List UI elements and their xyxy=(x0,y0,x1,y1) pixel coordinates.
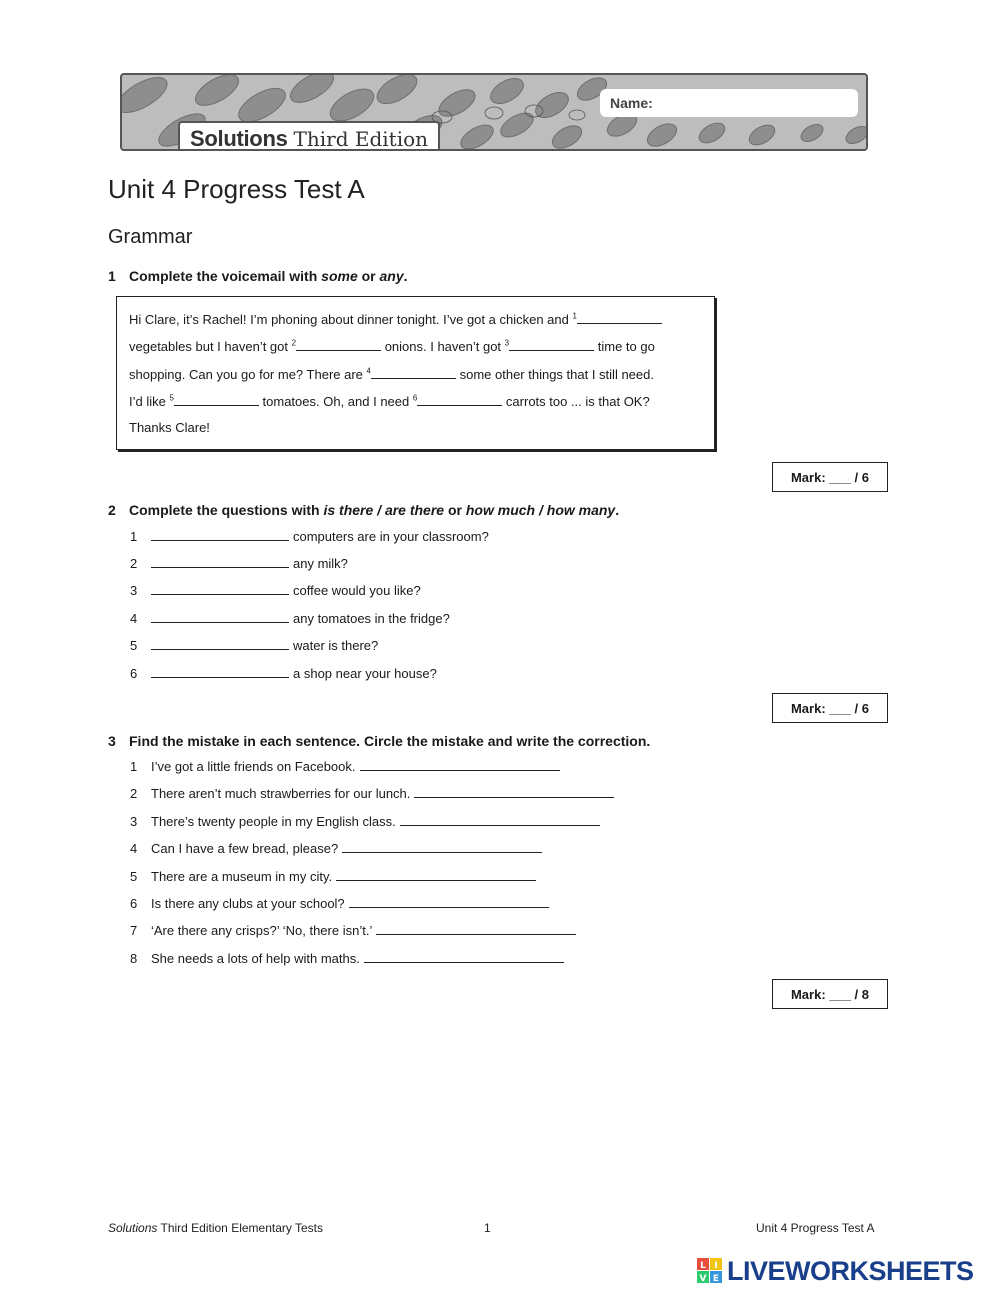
q2-answer-6[interactable] xyxy=(151,665,289,678)
q1-number: 1 xyxy=(108,268,116,284)
item-number: 8 xyxy=(130,951,138,966)
q1-heading-mid: or xyxy=(357,268,380,284)
item-number: 2 xyxy=(130,556,138,571)
gap-1-input[interactable] xyxy=(577,311,662,324)
item-text[interactable]: She needs a lots of help with maths. xyxy=(151,951,360,966)
q3-item xyxy=(130,922,576,938)
item-text: any tomatoes in the fridge? xyxy=(293,611,450,626)
gap-number: 4 xyxy=(366,366,371,376)
q2-answer-5[interactable] xyxy=(151,637,289,650)
item-number: 6 xyxy=(130,666,138,681)
brand-title xyxy=(178,121,440,151)
q1-heading-post: . xyxy=(403,268,408,284)
q1-heading-em2: any xyxy=(379,268,404,284)
gap-4-input[interactable] xyxy=(371,366,456,379)
q2-heading-mid: or xyxy=(444,502,466,518)
gap-number: 1 xyxy=(572,311,577,321)
footer-left-em: Solutions xyxy=(108,1221,158,1235)
q2-answer-3[interactable] xyxy=(151,582,289,595)
voicemail-text: Hi Clare, it’s Rachel! I’m phoning about dinner tonight. I’ve got a chicken and xyxy=(129,312,573,327)
q1-heading-text: Complete the voicemail with xyxy=(129,268,322,284)
item-text[interactable]: There aren’t much strawberries for our lunch. xyxy=(151,786,411,801)
q3-correction-3[interactable] xyxy=(400,813,600,826)
q2-heading-em1: is there / are there xyxy=(323,502,445,518)
item-text: any milk? xyxy=(293,556,348,571)
liveworksheets-text: LIVEWORKSHEETS xyxy=(727,1255,974,1286)
q3-number: 3 xyxy=(108,733,116,749)
q2-answer-1[interactable] xyxy=(151,528,289,541)
item-text[interactable]: There are a museum in my city. xyxy=(151,869,333,884)
voicemail-line-5: Thanks Clare! xyxy=(129,420,210,435)
name-label: Name: xyxy=(610,95,653,111)
q3-correction-5[interactable] xyxy=(336,868,536,881)
q2-heading-post: . xyxy=(615,502,620,518)
q2-item xyxy=(130,637,378,653)
item-text: computers are in your classroom? xyxy=(293,529,489,544)
q3-correction-8[interactable] xyxy=(364,950,564,963)
q3-item xyxy=(130,895,549,911)
gap-5-input[interactable] xyxy=(174,393,259,406)
q1-heading xyxy=(108,268,408,284)
q2-item xyxy=(130,555,348,571)
voicemail-text: carrots too ... is that OK? xyxy=(502,394,650,409)
page-number: 1 xyxy=(484,1221,491,1235)
item-number: 7 xyxy=(130,923,138,938)
gap-number: 5 xyxy=(169,393,174,403)
voicemail-text: vegetables but I haven’t got xyxy=(129,339,292,354)
item-number: 2 xyxy=(130,786,138,801)
q2-answer-4[interactable] xyxy=(151,610,289,623)
q3-item xyxy=(130,840,542,856)
footer-right: Unit 4 Progress Test A xyxy=(756,1221,875,1235)
q3-correction-7[interactable] xyxy=(376,922,576,935)
item-text[interactable]: I’ve got a little friends on Facebook. xyxy=(151,759,356,774)
q3-correction-6[interactable] xyxy=(349,895,549,908)
item-number: 4 xyxy=(130,611,138,626)
footer-left-rest: Third Edition Elementary Tests xyxy=(157,1221,324,1235)
q3-heading-text: Find the mistake in each sentence. Circle the mistake and write the correction. xyxy=(129,733,651,749)
q2-answer-2[interactable] xyxy=(151,555,289,568)
item-text[interactable]: ‘Are there any crisps?’ ‘No, there isn’t.’ xyxy=(151,923,373,938)
item-text[interactable]: Is there any clubs at your school? xyxy=(151,896,345,911)
q3-correction-4[interactable] xyxy=(342,840,542,853)
voicemail-line-2 xyxy=(129,338,655,354)
voicemail-text: onions. I haven’t got xyxy=(381,339,505,354)
q2-number: 2 xyxy=(108,502,116,518)
q3-heading xyxy=(108,733,650,749)
q3-correction-2[interactable] xyxy=(414,785,614,798)
item-number: 1 xyxy=(130,759,138,774)
item-text: coffee would you like? xyxy=(293,583,421,598)
q3-item xyxy=(130,813,600,829)
item-number: 6 xyxy=(130,896,138,911)
q3-item xyxy=(130,950,564,966)
gap-2-input[interactable] xyxy=(296,338,381,351)
gap-3-input[interactable] xyxy=(509,338,594,351)
icon-letter: V xyxy=(699,1274,707,1284)
q1-heading-em1: some xyxy=(321,268,358,284)
q3-item xyxy=(130,758,560,774)
voicemail-text: shopping. Can you go for me? There are xyxy=(129,367,367,382)
item-text: water is there? xyxy=(293,638,379,653)
item-number: 4 xyxy=(130,841,138,856)
voicemail-line-3 xyxy=(129,366,654,382)
q2-heading-em2: how much / how many xyxy=(465,502,616,518)
icon-letter: E xyxy=(712,1274,720,1284)
q2-item xyxy=(130,528,489,544)
q2-item xyxy=(130,665,437,681)
q2-heading xyxy=(108,502,619,518)
q3-item xyxy=(130,868,536,884)
q2-item xyxy=(130,610,450,626)
voicemail-line-4 xyxy=(129,393,650,409)
gap-6-input[interactable] xyxy=(417,393,502,406)
name-field[interactable] xyxy=(600,89,858,117)
q2-heading-text: Complete the questions with xyxy=(129,502,324,518)
item-number: 3 xyxy=(130,814,138,829)
voicemail-text: I’d like xyxy=(129,394,170,409)
icon-letter: I xyxy=(714,1261,718,1271)
q1-mark-box: Mark: ___ / 6 xyxy=(772,462,888,492)
q3-correction-1[interactable] xyxy=(360,758,560,771)
q2-item xyxy=(130,582,421,598)
item-text[interactable]: There’s twenty people in my English class. xyxy=(151,814,396,829)
liveworksheets-icon xyxy=(697,1258,723,1284)
liveworksheets-logo xyxy=(697,1256,974,1286)
header-banner xyxy=(120,73,868,151)
q2-mark-box: Mark: ___ / 6 xyxy=(772,693,888,723)
voicemail-line-1 xyxy=(129,311,662,327)
section-title: Grammar xyxy=(108,226,193,248)
brand-rest: Third Edition xyxy=(293,127,429,151)
gap-number: 6 xyxy=(412,393,418,403)
voicemail-text: time to go xyxy=(594,339,655,354)
gap-number: 2 xyxy=(291,338,297,348)
q3-mark-box: Mark: ___ / 8 xyxy=(772,979,888,1009)
voicemail-text: some other things that I still need. xyxy=(455,367,654,382)
item-number: 1 xyxy=(130,529,138,544)
icon-letter: L xyxy=(700,1261,706,1271)
item-number: 5 xyxy=(130,638,138,653)
q3-item xyxy=(130,785,614,801)
item-number: 3 xyxy=(130,583,138,598)
brand-bold: Solutions xyxy=(190,126,288,151)
gap-number: 3 xyxy=(504,338,510,348)
page-title: Unit 4 Progress Test A xyxy=(108,174,365,204)
item-number: 5 xyxy=(130,869,138,884)
footer-left xyxy=(108,1221,323,1235)
voicemail-text: tomatoes. Oh, and I need xyxy=(258,394,413,409)
item-text[interactable]: Can I have a few bread, please? xyxy=(151,841,339,856)
item-text: a shop near your house? xyxy=(293,666,437,681)
